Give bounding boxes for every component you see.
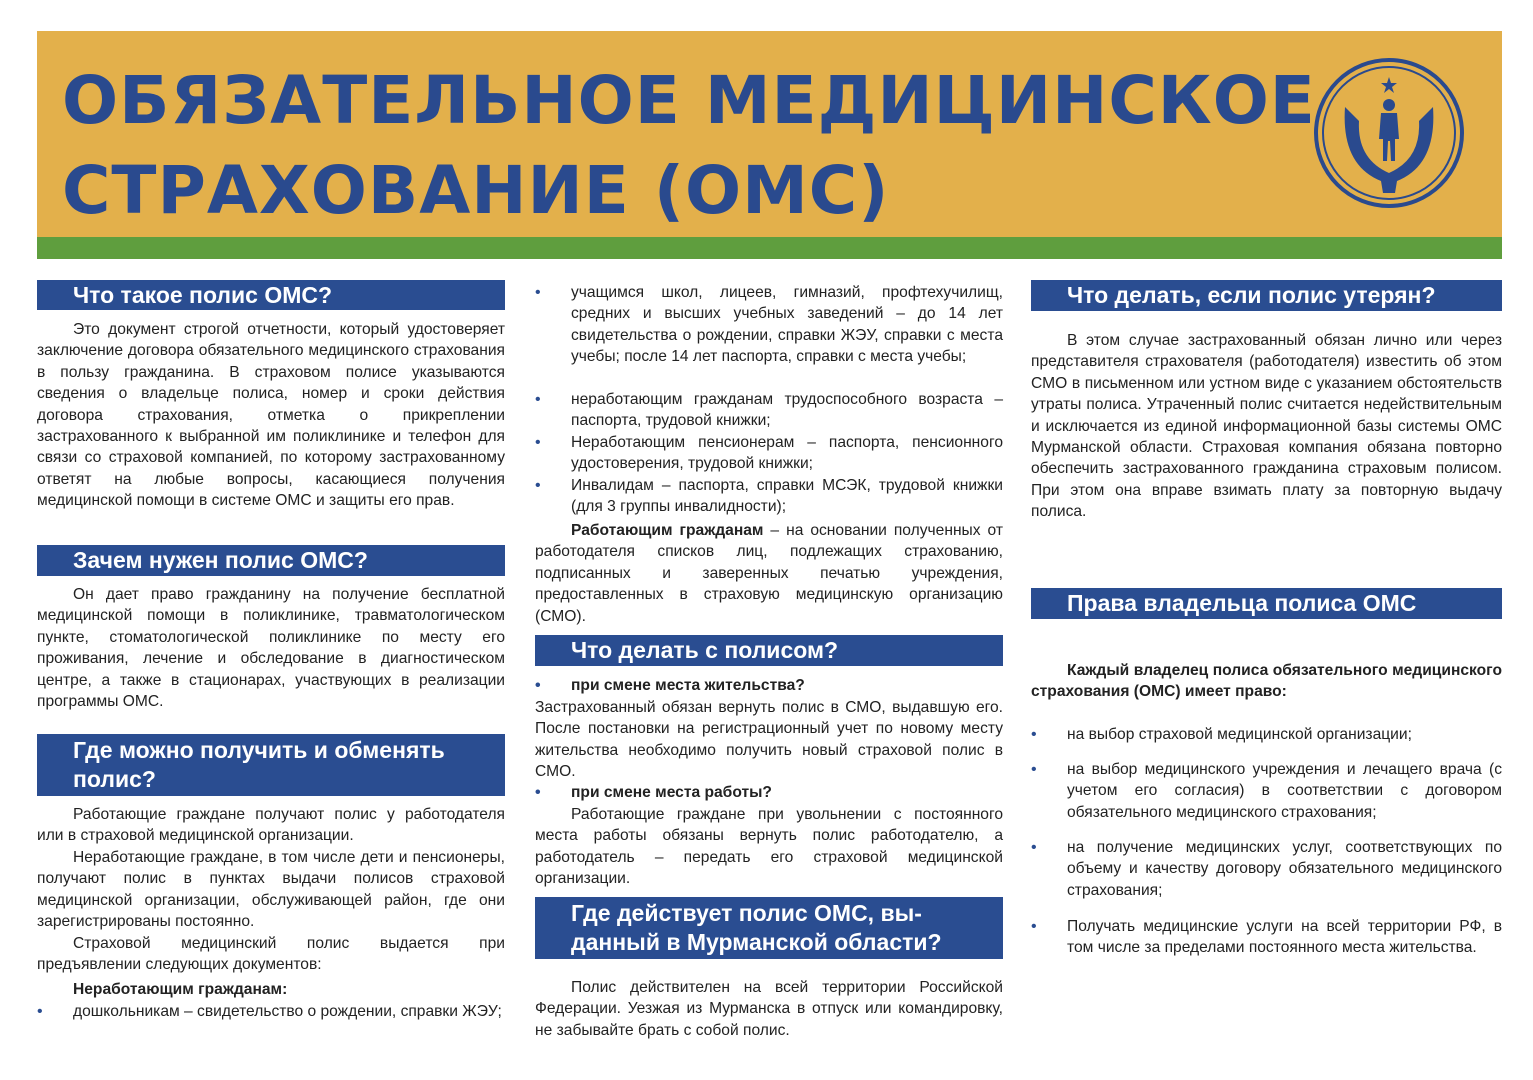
employed-label: Работающим гражданам <box>571 522 764 539</box>
medical-insurance-emblem-icon <box>1311 55 1467 211</box>
why-needed-text: Он дает право гражданину на получение бесплатной медицинской помощи в поликлинике, травматологическом пункте, стоматологической поликлинике по месту его проживания, лечение и обследование в диагностическом центре, а также в стационарах, участвующих в реализации программы ОМС. <box>37 586 505 711</box>
what-is-policy-text: Это документ строгой отчетности, который удостоверяет заключение договора обязательного медицинского страхования в пользу гражданина. В страховом полисе указываются сведения о владельце полиса, номер и сроки действия договора страхования, отметка о прикреплении застрахованного к выбранной им поликлинике и телефон для связи со страховой компанией, по которому застрахованному ответят на любые вопросы, касающиеся получения медицинской помощи в системе ОМС и защиты его прав. <box>37 321 505 510</box>
list-item: • неработающим гражданам трудоспособного возраста – паспорта, трудовой книжки; <box>535 389 1003 432</box>
where-get-heading-line1: Где можно получить и обменять <box>73 737 445 763</box>
where-get-paragraph-3: Страховой медицинский полис выдается при предъявлении следующих документов: <box>37 935 505 974</box>
list-item-job: • при смене места работы? <box>535 782 1003 803</box>
list-item: • Получать медицинские услуги на всей территории РФ, в том числе за пределами постоянного места жительства. <box>1031 916 1502 959</box>
where-valid-heading-line1: Где действует полис ОМС, вы- <box>571 900 922 926</box>
list-item-move: • при смене места жительства? <box>535 675 1003 696</box>
page-title-line2: СТРАХОВАНИЕ (ОМС) <box>62 152 890 229</box>
list-item: • на выбор страховой медицинской организации; <box>1031 724 1502 745</box>
unemployed-label: Неработающим гражданам: <box>73 981 288 998</box>
where-get-paragraph-2: Неработающие граждане, в том числе дети и пенсионеры, получают полис в пунктах выдачи полисов страховой медицинской организации, обслуживающей район, где они зарегистрированы постоянно. <box>37 849 505 931</box>
section-heading-what-do: Что делать с полисом? <box>535 635 1003 666</box>
employed-text: – на основании полученных от работодателя списков лиц, подлежащих страхованию, подписанных и заверенных печатью учреждения, предоставленных в страховую медицинскую организацию (СМО). <box>535 522 1003 625</box>
move-text: Застрахованный обязан вернуть полис в СМО, выдавшую его. После постановки на регистрационный учет по новому месту жительства необходимо получить новый страховой полис в СМО. <box>535 699 1003 781</box>
where-get-paragraph-1: Работающие граждане получают полис у работодателя или в страховой медицинской организации. <box>37 806 505 845</box>
where-valid-heading-line2: данный в Мурманской области? <box>571 929 942 955</box>
job-text: Работающие граждане при увольнении с постоянного места работы обязаны вернуть полис работодателю, а работодатель – передать его страховой медицинской организации. <box>535 806 1003 888</box>
list-item: • Инвалидам – паспорта, справки МСЭК, трудовой книжки (для 3 группы инвалидности); <box>535 475 1003 518</box>
section-heading-what-is-policy: Что такое полис ОМС? <box>37 280 505 310</box>
section-heading-where-valid <box>535 897 1003 959</box>
section-heading-lost: Что делать, если полис утерян? <box>1031 280 1502 311</box>
list-item: • дошкольникам – свидетельство о рождении, справки ЖЭУ; <box>37 1001 505 1022</box>
list-item: • Неработающим пенсионерам – паспорта, пенсионного удостоверения, трудовой книжки; <box>535 432 1003 475</box>
section-heading-why-needed: Зачем нужен полис ОМС? <box>37 545 505 576</box>
list-item: • учащимся школ, лицеев, гимназий, профтехучилищ, средних и высших учебных заведений – до 14 лет свидетельства о рождении, справки ЖЭУ, справки с места учебы; после 14 лет паспорта, справки с места учебы; <box>535 282 1003 368</box>
page-title <box>62 56 1316 236</box>
section-heading-where-get <box>37 734 505 796</box>
banner-stripe <box>37 237 1502 259</box>
list-item: • на выбор медицинского учреждения и лечащего врача (с учетом его согласия) в соответствии с договором обязательного медицинского страхования; <box>1031 759 1502 823</box>
where-get-heading-line2: полис? <box>73 766 156 792</box>
list-item: • на получение медицинских услуг, соответствующих по объему и качеству договору обязательного медицинского страхования; <box>1031 837 1502 901</box>
where-valid-text: Полис действителен на всей территории Российской Федерации. Уезжая из Мурманска в отпуск или командировку, не забывайте брать с собой полис. <box>535 979 1003 1039</box>
section-heading-rights: Права владельца полиса ОМС <box>1031 588 1502 619</box>
lost-text: В этом случае застрахованный обязан лично или через представителя страхователя (работодателя) известить об этом СМО в письменном или устном виде с указанием обстоятельств утраты полиса. Утраченный полис считается недействительным и исключается из единой информационной базы системы ОМС Мурманской области. Страховая компания обязана повторно обеспечить застрахованного гражданина страховым полисом. При этом она вправе взимать плату за повторную выдачу полиса. <box>1031 332 1502 521</box>
employed-paragraph <box>535 520 1003 627</box>
page-title-line1: ОБЯЗАТЕЛЬНОЕ МЕДИЦИНСКОЕ <box>62 62 1316 139</box>
rights-intro: Каждый владелец полиса обязательного медицинского страхования (ОМС) имеет право: <box>1031 662 1502 701</box>
